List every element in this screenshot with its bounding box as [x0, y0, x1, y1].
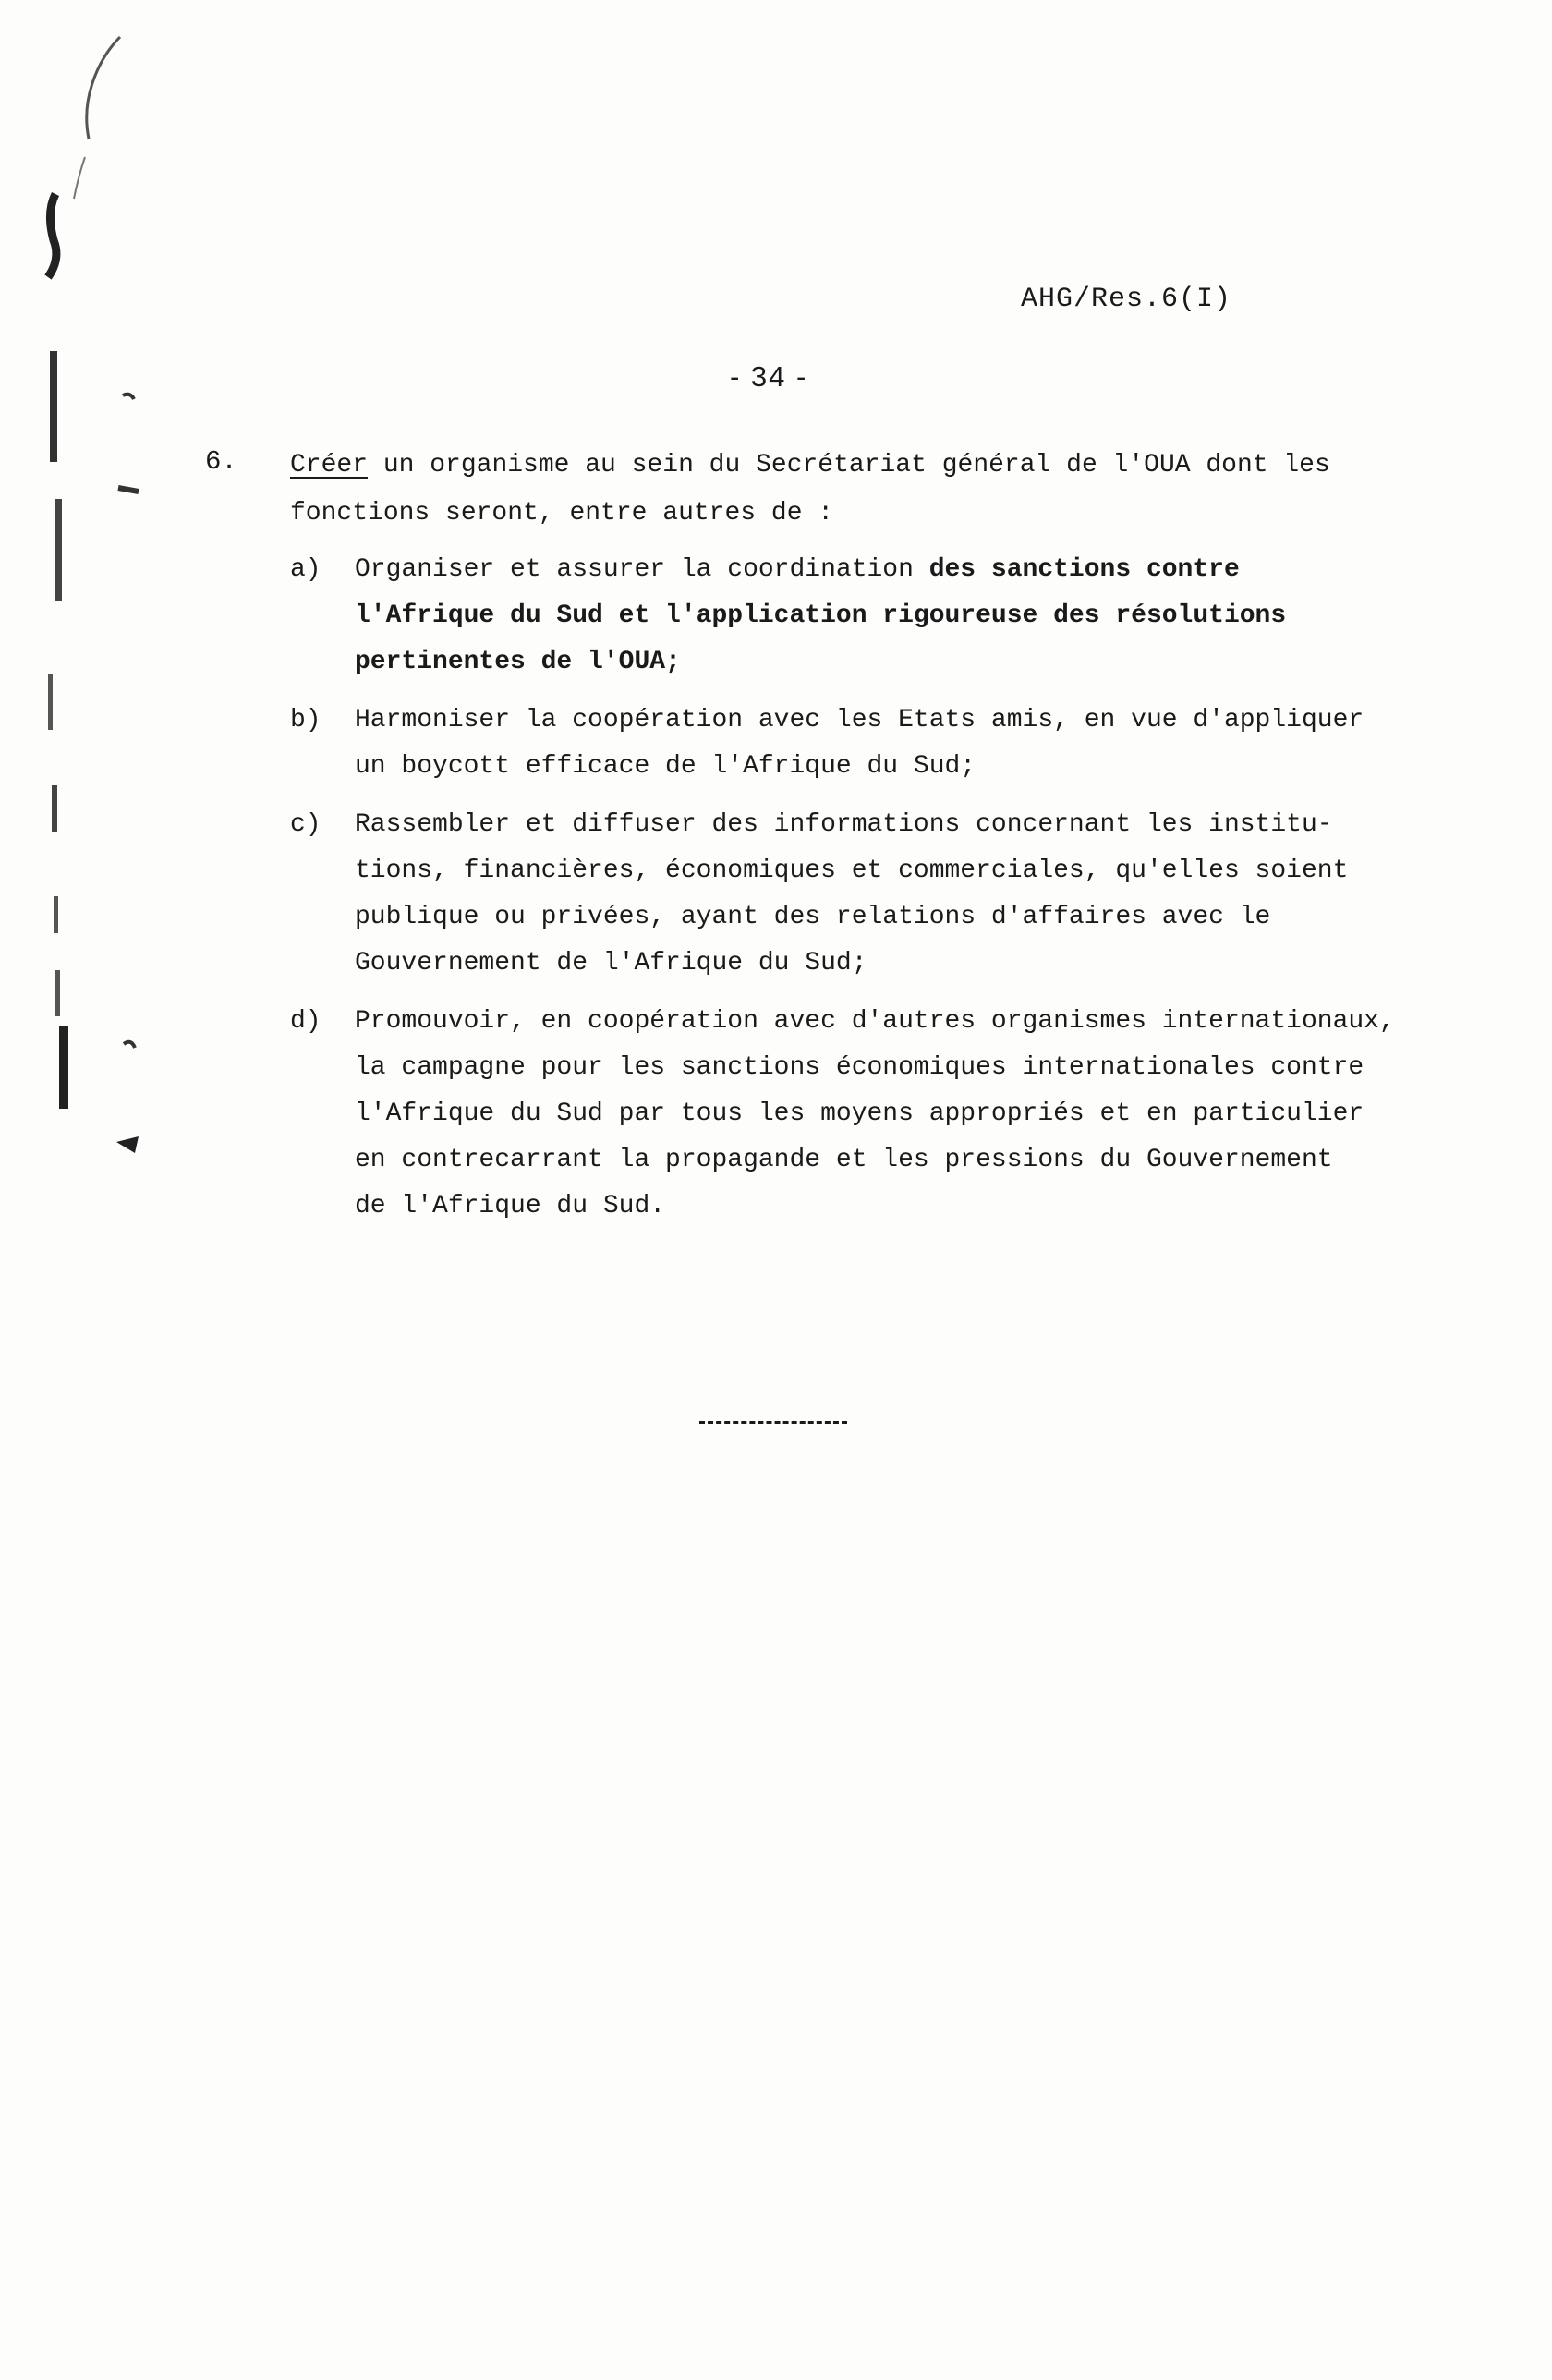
closing-rule [699, 1421, 847, 1424]
item-letter: b) [290, 706, 321, 735]
paragraph-lead-verb: Créer [290, 451, 369, 480]
item-text-plain: Rassembler et diffuser des informations concernant les institu- tions, financières, économiques et commerciales, qu'elles soient publique ou privées, ayant des relations d'affaires avec le Gouvernement de l'Afrique du Sud; [355, 810, 1349, 978]
item-text [355, 698, 1482, 790]
list-item [290, 547, 1482, 686]
item-letter: c) [290, 810, 321, 839]
document-reference: AHG/Res.6(I) [1021, 284, 1232, 315]
scan-binding-artifacts [28, 0, 157, 1293]
paragraph-text [290, 442, 1399, 538]
list-item [290, 999, 1482, 1230]
item-text-plain: Organiser et assurer la coordination [355, 555, 929, 584]
paragraph-body: un organisme au sein du Secrétariat général de l'OUA dont les fonctions seront, entre autres de : [290, 451, 1330, 528]
item-text-bold: des sanctions contre l'Afrique du Sud et l'application rigoureuse des résolutions pertinentes de l'OUA; [355, 555, 1287, 676]
list-item [290, 698, 1482, 790]
list-item [290, 802, 1482, 987]
page-number: - 34 - [730, 360, 808, 393]
item-list [290, 547, 1482, 1242]
item-letter: d) [290, 1007, 321, 1036]
item-text [355, 999, 1482, 1230]
item-text-plain: Promouvoir, en coopération avec d'autres organismes internationaux, la campagne pour les sanctions économiques internationales contre l'Afrique du Sud par tous les moyens appropriés et en particulier en contrecarrant la propagande et les pressions du Gouvernement de l'Afrique du Sud. [355, 1007, 1395, 1220]
item-text-plain: Harmoniser la coopération avec les Etats amis, en vue d'appliquer un boycott efficace de l'Afrique du Sud; [355, 706, 1364, 781]
item-text [355, 547, 1482, 686]
item-letter: a) [290, 555, 321, 584]
item-text [355, 802, 1482, 987]
paragraph-number: 6. [205, 446, 237, 477]
